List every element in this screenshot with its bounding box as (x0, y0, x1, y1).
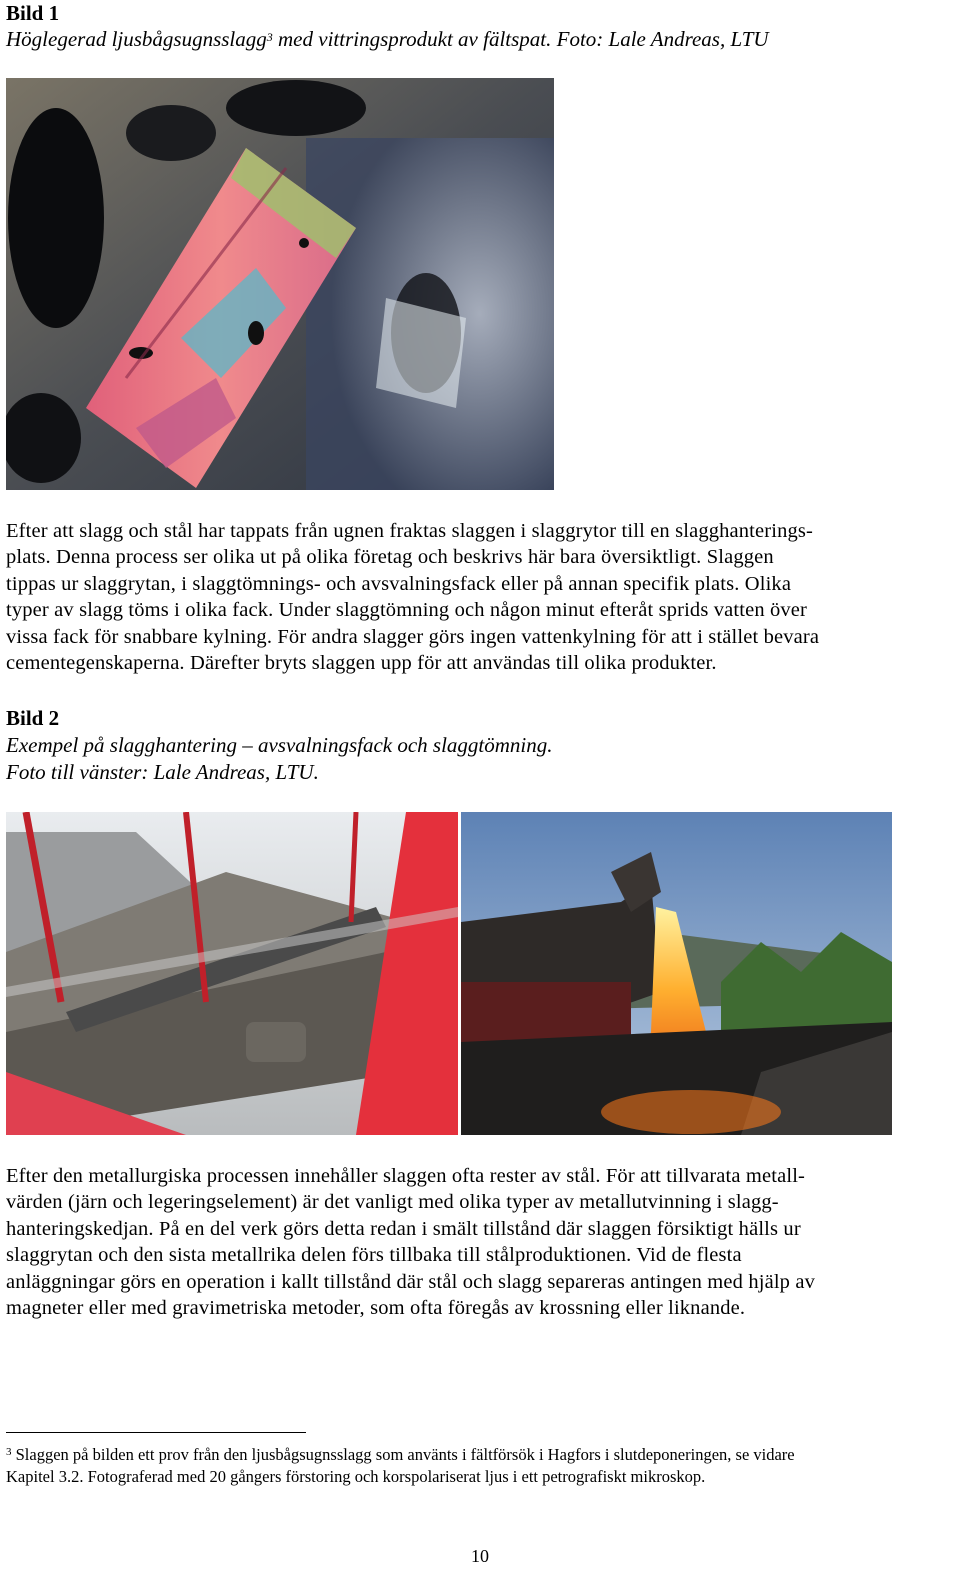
bild1-label: Bild 1 (6, 1, 60, 25)
page-number: 10 (471, 1546, 489, 1566)
bild2-caption-line2: Foto till vänster: Lale Andreas, LTU. (6, 760, 319, 784)
footnote-divider (6, 1432, 306, 1433)
footnote-marker: 3 (6, 1446, 12, 1458)
slag-dumping-photo (461, 812, 892, 1135)
bild1-caption: Höglegerad ljusbågsugnsslagg$^3$ med vittringsprodukt av fältspat. Foto: Lale Andreas, LTU (6, 27, 769, 51)
bild2-label: Bild 2 (6, 706, 60, 730)
footnote: $^3$ Slaggen på bilden ett prov från den ljusbågsugnsslagg som använts i fältförsök i Hagfors i slutdeponeringen, se vidare Kapitel 3.2. Fotograferad med 20 gångers förstoring och korspolariserat ljus i ett petrografiskt mikroskop. (6, 1445, 795, 1486)
paragraph-slag-transport: Efter att slagg och stål har tappats från ugnen fraktas slaggen i slaggrytor till en slagghanterings- plats. Denna process ser olika ut på olika företag och beskrivs här bara översiktligt. Slaggen tippas ur slaggrytan, i slaggtömnings- och avsvalningsfack eller på annan specifik plats. Olika typer av slagg töms i olika fack. Under slaggtömning och någon minut efteråt sprids vatten över vissa fack för snabbare kylning. För andra slagger görs ingen vattenkylning för att i stället bevara cementegenskaperna. Därefter bryts slaggen upp för att användas till olika produkter. (6, 520, 820, 675)
paragraph-metal-recovery: Efter den metallurgiska processen innehåller slaggen ofta rester av stål. För att tillvarata metall- värden (järn och legeringselement) är det vanligt med olika typer av metallutvinning i slagg- hanteringskedjan. På en del verk görs detta redan i smält tillstånd där slaggen försiktigt hälls ur slaggrytan och den sista metallrika delen förs tillbaka till stålproduktionen. Vid de flesta anläggningar görs en operation i kallt tillstånd där stål och slagg separeras antingen med hjälp av magneter eller med gravimetriska metoder, som ofta föregås av krossning eller liknande. (6, 1165, 815, 1320)
cooling-bay-photo (6, 812, 458, 1135)
micrograph-photo (6, 78, 554, 490)
footnote-ref[interactable]: 3 (266, 30, 273, 44)
bild2-caption-line1: Exempel på slagghantering – avsvalningsfack och slaggtömning. (6, 733, 553, 757)
